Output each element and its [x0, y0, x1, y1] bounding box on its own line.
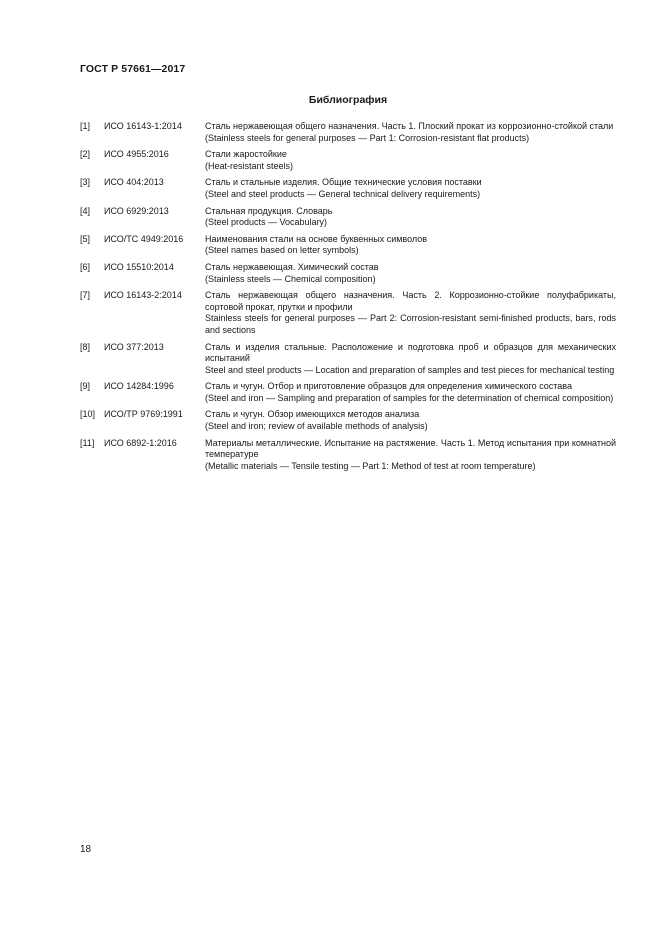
entry-title-ru: Стали жаростойкие: [205, 149, 287, 160]
entry-text: [205, 381, 616, 404]
page-number: 18: [80, 844, 92, 855]
entry-title-ru: Сталь нержавеющая общего назначения. Часть 1. Плоский прокат из коррозионно-стойкой стали: [205, 121, 614, 131]
entry-text: [205, 262, 616, 285]
bibliography-entry: [80, 206, 616, 229]
entry-text: [205, 234, 616, 257]
bibliography-entry: [80, 149, 616, 172]
entry-standard-code: ИСО 4955:2016: [104, 149, 169, 160]
entry-number: [4]: [80, 205, 91, 216]
entry-standard-code: ИСО 6929:2013: [104, 205, 169, 216]
entry-title-en: (Steel and iron; review of available methods of analysis): [205, 421, 428, 432]
entry-title-ru: Стальная продукция. Словарь: [205, 205, 333, 216]
entry-standard-code: ИСО 404:2013: [104, 177, 164, 188]
entry-number: [8]: [80, 341, 91, 352]
entry-title-en: (Steel products — Vocabulary): [205, 217, 328, 228]
entry-number: [3]: [80, 177, 91, 188]
entry-number: [10]: [80, 409, 96, 420]
entry-number: [1]: [80, 121, 91, 131]
entry-standard-code: ИСО 6892-1:2016: [104, 437, 177, 448]
bibliography-entry: [80, 234, 616, 257]
entry-standard-code: ИСО 16143-1:2014: [104, 121, 182, 131]
entry-number: [9]: [80, 381, 91, 392]
entry-text: [205, 409, 616, 432]
entry-standard-code: ИСО 15510:2014: [104, 261, 174, 272]
entry-text: [205, 206, 616, 229]
entry-title-ru: Наименования стали на основе буквенных символов: [205, 233, 428, 244]
bibliography-entry: [80, 262, 616, 285]
entry-title-ru: Материалы металлические. Испытание на растяжение. Часть 1. Метод испытания при комнатной температуре: [205, 437, 616, 460]
entry-standard-code: ИСО/ТС 4949:2016: [104, 233, 184, 244]
entry-standard-code: ИСО 377:2013: [104, 341, 164, 352]
bibliography-entry: [80, 381, 616, 404]
entry-title-en: (Metallic materials — Tensile testing — Part 1: Method of test at room temperature): [205, 460, 536, 471]
entry-number: [2]: [80, 149, 91, 160]
entry-title-en: (Stainless steels — Chemical composition): [205, 273, 376, 284]
bibliography-entry: [80, 342, 616, 377]
bibliography-entry: [80, 177, 616, 200]
entry-text: [205, 121, 616, 144]
entry-number: [6]: [80, 261, 91, 272]
entry-title-en: (Steel names based on letter symbols): [205, 245, 359, 256]
entry-title-ru: Сталь и стальные изделия. Общие технические условия поставки: [205, 177, 482, 188]
entry-title-en: (Steel and iron — Sampling and preparation of samples for the determination of chemical composition): [205, 392, 614, 403]
entry-title-en: Stainless steels for general purposes — Part 2: Corrosion-resistant semi-finished products, bars, rods and sections: [205, 313, 616, 335]
entry-number: [7]: [80, 290, 91, 301]
entry-text: [205, 438, 616, 473]
entry-text: [205, 290, 616, 336]
entry-standard-code: ИСО/ТР 9769:1991: [104, 409, 183, 420]
entry-title-en: Steel and steel products — Location and preparation of samples and test pieces for mechanical testing: [205, 364, 615, 375]
entry-standard-code: ИСО 16143-2:2014: [104, 290, 182, 301]
entry-standard-code: ИСО 14284:1996: [104, 381, 174, 392]
bibliography-entry: [80, 438, 616, 473]
entry-text: [205, 177, 616, 200]
entry-title-en: (Steel and steel products — General technical delivery requirements): [205, 188, 481, 199]
entry-title-en: (Heat-resistant steels): [205, 160, 294, 171]
bibliography-entry: [80, 409, 616, 432]
section-title: Библиография: [308, 94, 388, 106]
entry-title-ru: Сталь и чугун. Обзор имеющихся методов анализа: [205, 409, 420, 420]
bibliography-list: [80, 121, 616, 477]
entry-number: [11]: [80, 437, 95, 448]
bibliography-entry: [80, 121, 616, 144]
entry-title-en: (Stainless steels for general purposes — Part 1: Corrosion-resistant flat products): [205, 132, 530, 143]
bibliography-entry: [80, 290, 616, 336]
entry-text: [205, 342, 616, 377]
entry-title-ru: Сталь нержавеющая общего назначения. Часть 2. Коррозионно-стойкие полуфабрикаты, сортовой прокат, прутки и профили: [205, 290, 616, 312]
document-header: ГОСТ Р 57661—2017: [80, 63, 186, 75]
entry-text: [205, 149, 616, 172]
entry-number: [5]: [80, 233, 91, 244]
entry-title-ru: Сталь и изделия стальные. Расположение и подготовка проб и образцов для механических испытаний: [205, 341, 616, 364]
entry-title-ru: Сталь и чугун. Отбор и приготовление образцов для определения химического состава: [205, 381, 572, 392]
entry-title-ru: Сталь нержавеющая. Химический состав: [205, 261, 379, 272]
